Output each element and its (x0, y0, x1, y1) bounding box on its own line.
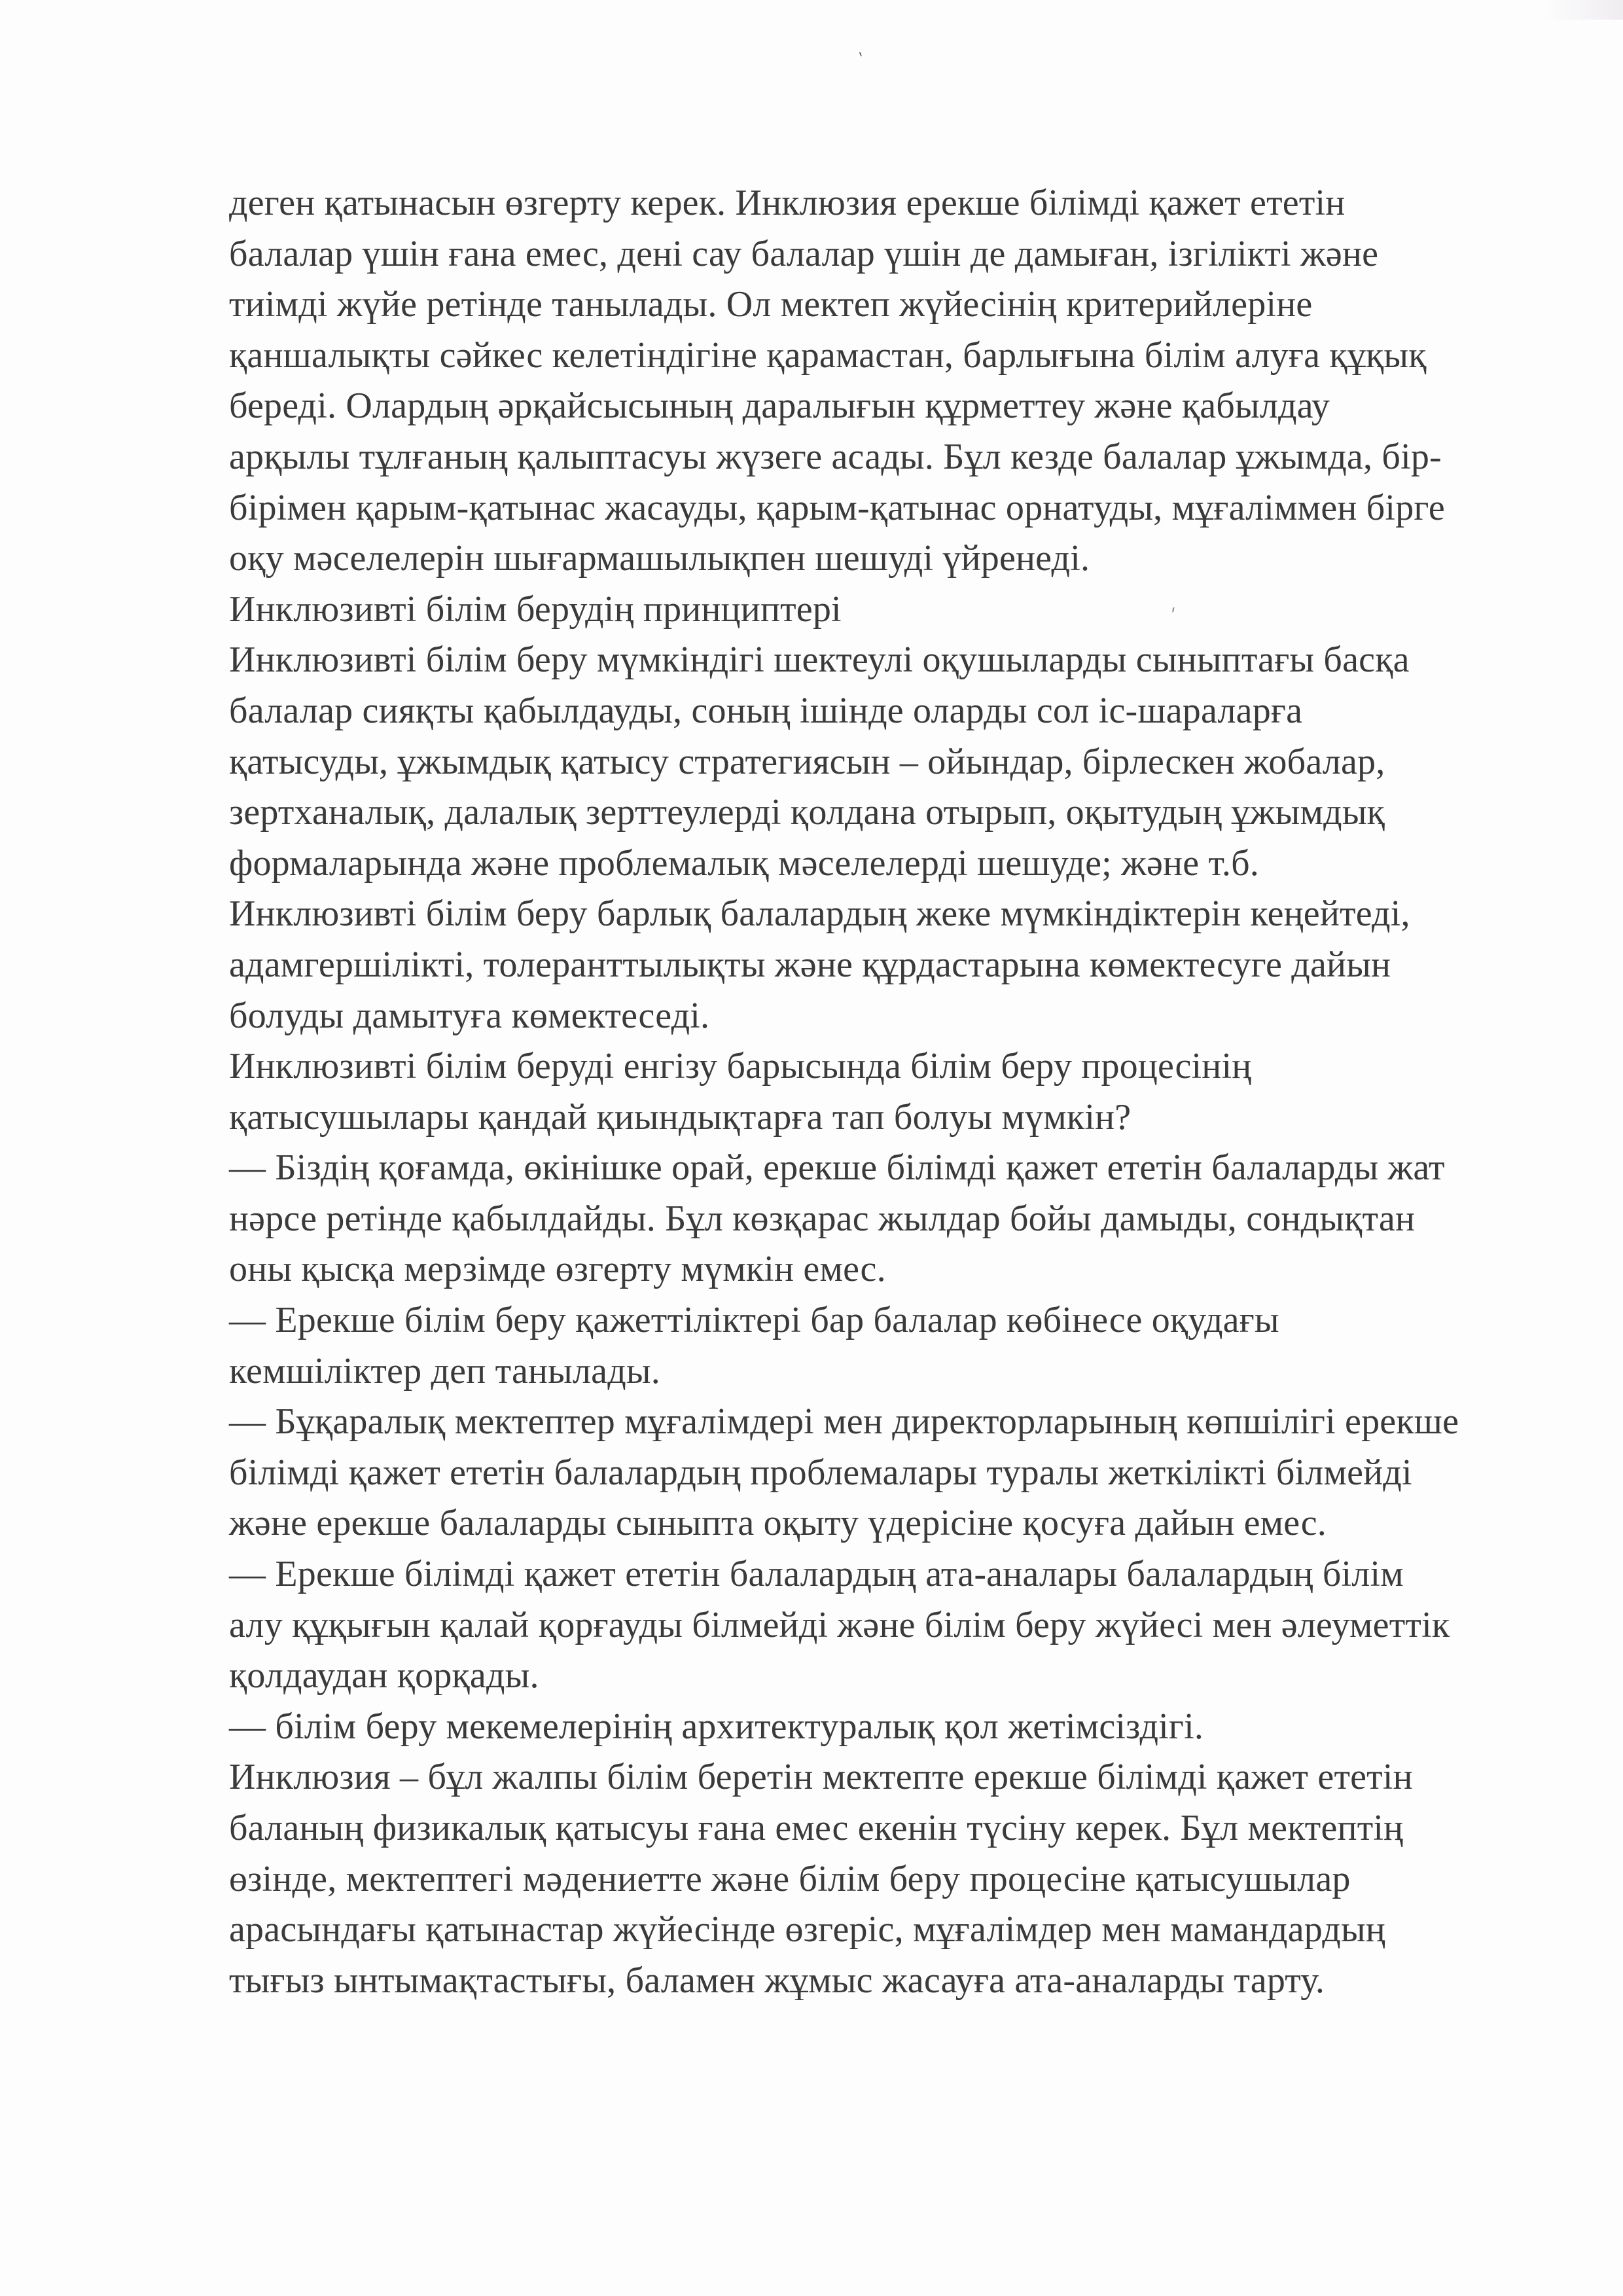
text-line: қатысуды, ұжымдық қатысу стратегиясын – ойындар, бірлескен жобалар, (229, 741, 1385, 782)
text-line: нәрсе ретінде қабылдайды. Бұл көзқарас жылдар бойы дамыды, сондықтан (229, 1198, 1416, 1239)
text-line: зертханалық, далалық зерттеулерді қолдана отырып, оқытудың ұжымдық (229, 792, 1385, 833)
text-line: өзінде, мектептегі мәдениетте және білім беру процесіне қатысушылар (229, 1858, 1351, 1899)
scan-pen-mark: ˊ (1166, 604, 1186, 630)
text-line: қаншалықты сәйкес келетіндігіне қарамастан, барлығына білім алуға құқық (229, 334, 1427, 376)
text-line: Инклюзивті білім беру мүмкіндігі шектеулі оқушыларды сыныптағы басқа (229, 639, 1410, 681)
text-line: оқу мәселелерін шығармашылықпен шешуді үйренеді. (229, 538, 1090, 579)
dash-list-item: — Ерекше білімді қажет ететін балалардың ата-аналары балалардың білім (229, 1554, 1404, 1595)
question-line: Инклюзивті білім беруді енгізу барысында білім беру процесінің (229, 1046, 1252, 1087)
text-line: болуды дамытуға көмектеседі. (229, 995, 710, 1036)
text-line: тығыз ынтымақтастығы, баламен жұмыс жасауға ата-аналарды тарту. (229, 1960, 1325, 2001)
text-line: Инклюзивті білім беру барлық балалардың жеке мүмкіндіктерін кеңейтеді, (229, 893, 1410, 935)
text-line: балалар үшін ғана емес, дені сау балалар үшін де дамыған, ізгілікті және (229, 233, 1379, 274)
scan-edge-smudge (1544, 0, 1623, 20)
dash-list-item: — білім беру мекемелерінің архитектуралық қол жетімсіздігі. (229, 1706, 1204, 1747)
text-line: кемшіліктер деп танылады. (229, 1350, 660, 1391)
text-line: деген қатынасын өзгерту керек. Инклюзия ерекше білімді қажет ететін (229, 183, 1346, 223)
question-line: қатысушылары қандай қиындықтарға тап болуы мүмкін? (229, 1096, 1132, 1138)
text-line: алу құқығын қалай қорғауды білмейді және білім беру жүйесі мен әлеуметтік (229, 1604, 1450, 1645)
section-heading: Инклюзивті білім берудің принциптері (229, 588, 842, 630)
scan-speck-mark: ˋ (851, 50, 866, 72)
text-line: арқылы тұлғаның қалыптасуы жүзеге асады. Бұл кезде балалар ұжымда, бір- (229, 436, 1442, 477)
text-line: қолдаудан қорқады. (229, 1655, 539, 1696)
text-line: тиімді жүйе ретінде танылады. Ол мектеп жүйесінің критерийлеріне (229, 284, 1313, 325)
text-line: бірімен қарым-қатынас жасауды, қарым-қатынас орнатуды, мұғаліммен бірге (229, 487, 1445, 528)
document-body (229, 178, 1505, 2006)
dash-list-item: — Ерекше білім беру қажеттіліктері бар балалар көбінесе оқудағы (229, 1300, 1279, 1341)
text-line: балалар сияқты қабылдауды, соның ішінде оларды сол іс-шараларға (229, 690, 1303, 731)
text-line: баланың физикалық қатысуы ғана емес екенін түсіну керек. Бұл мектептің (229, 1808, 1404, 1848)
dash-list-item: — Бұқаралық мектептер мұғалімдері мен директорларының көпшілігі ерекше (229, 1401, 1459, 1443)
dash-list-item: — Біздің қоғамда, өкінішке орай, ерекше білімді қажет ететін балаларды жат (229, 1147, 1445, 1189)
text-line: Инклюзия – бұл жалпы білім беретін мектепте ерекше білімді қажет ететін (229, 1757, 1413, 1798)
text-line: береді. Олардың әрқайсысының даралығын құрметтеу және қабылдау (229, 386, 1330, 427)
text-line: формаларында және проблемалық мәселелерді шешуде; және т.б. (229, 842, 1260, 884)
text-line: білімді қажет ететін балалардың проблемалары туралы жеткілікті білмейді (229, 1452, 1412, 1493)
text-line: және ерекше балаларды сыныпта оқыту үдерісіне қосуға дайын емес. (229, 1503, 1327, 1544)
text-line: оны қысқа мерзімде өзгерту мүмкін емес. (229, 1249, 886, 1290)
text-line: адамгершілікті, толеранттылықты және құрдастарына көмектесуге дайын (229, 944, 1391, 985)
text-line: арасындағы қатынастар жүйесінде өзгеріс, мұғалімдер мен мамандардың (229, 1909, 1385, 1950)
